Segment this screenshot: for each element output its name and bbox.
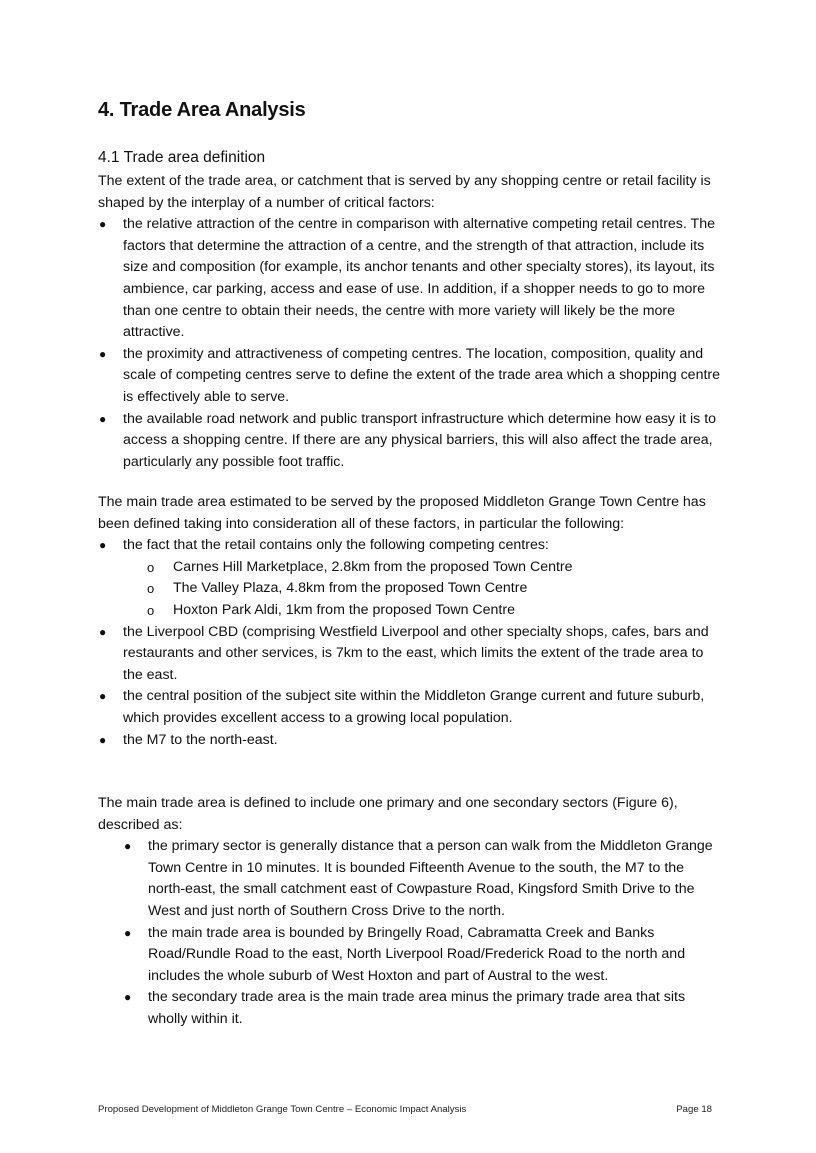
bullet-icon: ● [99, 411, 107, 426]
bullet-icon: ● [124, 925, 132, 940]
circle-bullet-icon: o [147, 602, 155, 618]
main-trade-intro: The main trade area estimated to be served by the proposed Middleton Grange Town Centre has been defined taking into consideration all of these factors, in particular the following: [98, 494, 706, 532]
sectors-list [98, 836, 723, 1030]
list-item [98, 622, 723, 687]
sector-text: the primary sector is generally distance that a person can walk from the Middleton Grange Town Centre in 10 minutes. It is bounded Fifteenth Avenue to the south, the M7 to the north-east, the small catchment east of Cowpasture Road, Kingsford Smith Drive to the West and just north of Southern Cross Drive to the north. [148, 838, 713, 919]
centre-text: Carnes Hill Marketplace, 2.8km from the proposed Town Centre [173, 558, 573, 575]
bullet-icon: ● [99, 732, 107, 747]
list-item [98, 923, 723, 988]
considerations-list [98, 535, 723, 751]
factor-text: the proximity and attractiveness of competing centres. The location, composition, quality and scale of competing centres serve to define the extent of the trade area which a shopping centre is effectively able to serve. [123, 345, 721, 405]
intro-paragraph: The extent of the trade area, or catchment that is served by any shopping centre or retail facility is shaped by the interplay of a number of critical factors: [98, 173, 711, 211]
sub-list-item [98, 600, 723, 622]
main-trade-area-section [98, 492, 723, 751]
subsection-heading: 4.1 Trade area definition [98, 149, 266, 166]
footer-title: Proposed Development of Middleton Grange Town Centre – Economic Impact Analysis [98, 1104, 467, 1115]
trade-area-definition [98, 171, 723, 473]
centre-text: Hoxton Park Aldi, 1km from the proposed Town Centre [173, 601, 515, 618]
list-item [98, 409, 723, 474]
bullet-icon: ● [124, 990, 132, 1005]
consideration-text: the Liverpool CBD (comprising Westfield Liverpool and other specialty shops, cafes, bars and restaurants and other services, is 7km to the east, which limits the extent of the trade area to the east. [123, 623, 709, 683]
factor-text: the relative attraction of the centre in comparison with alternative competing retail centres. The factors that determine the attraction of a centre, and the strength of that attraction, include its size and composition (for example, its anchor tenants and other specialty stores), its layout, its ambience, car parking, access and ease of use. In addition, if a shopper needs to go to more than one centre to obtain their needs, the centre with more variety will likely be the more attractive. [123, 216, 715, 341]
bullet-icon: ● [124, 839, 132, 854]
bullet-icon: ● [99, 346, 107, 361]
bullet-icon: ● [99, 538, 107, 553]
factors-list [98, 214, 723, 473]
consideration-text: the fact that the retail contains only the following competing centres: [123, 537, 549, 554]
bullet-icon: ● [99, 624, 107, 639]
consideration-text: the central position of the subject site within the Middleton Grange current and future suburb, which provides excellent access to a growing local population. [123, 688, 705, 726]
sectors-section [98, 793, 723, 1031]
sub-list-item [98, 557, 723, 579]
bullet-icon: ● [99, 217, 107, 232]
bullet-icon: ● [99, 689, 107, 704]
list-item [98, 535, 723, 557]
circle-bullet-icon: o [147, 559, 155, 575]
list-item [98, 987, 723, 1030]
sector-text: the secondary trade area is the main trade area minus the primary trade area that sits wholly within it. [148, 989, 686, 1027]
list-item [98, 214, 723, 344]
section-heading: 4. Trade Area Analysis [98, 99, 306, 121]
page-number: Page 18 [676, 1104, 712, 1115]
circle-bullet-icon: o [147, 581, 155, 597]
factor-text: the available road network and public transport infrastructure which determine how easy it is to access a shopping centre. If there are any physical barriers, this will also affect the trade area, particularly any possible foot traffic. [123, 410, 717, 470]
sectors-intro: The main trade area is defined to include one primary and one secondary sectors (Figure 6), described as: [98, 795, 678, 833]
sub-list-item [98, 578, 723, 600]
sector-text: the main trade area is bounded by Bringelly Road, Cabramatta Creek and Banks Road/Rundle Road to the east, North Liverpool Road/Frederick Road to the north and includes the whole suburb of West Hoxton and part of Austral to the west. [148, 924, 686, 984]
list-item [98, 344, 723, 409]
list-item [98, 730, 723, 752]
list-item [98, 836, 723, 922]
centre-text: The Valley Plaza, 4.8km from the proposed Town Centre [173, 580, 528, 597]
consideration-text: the M7 to the north-east. [123, 731, 278, 748]
list-item [98, 686, 723, 729]
